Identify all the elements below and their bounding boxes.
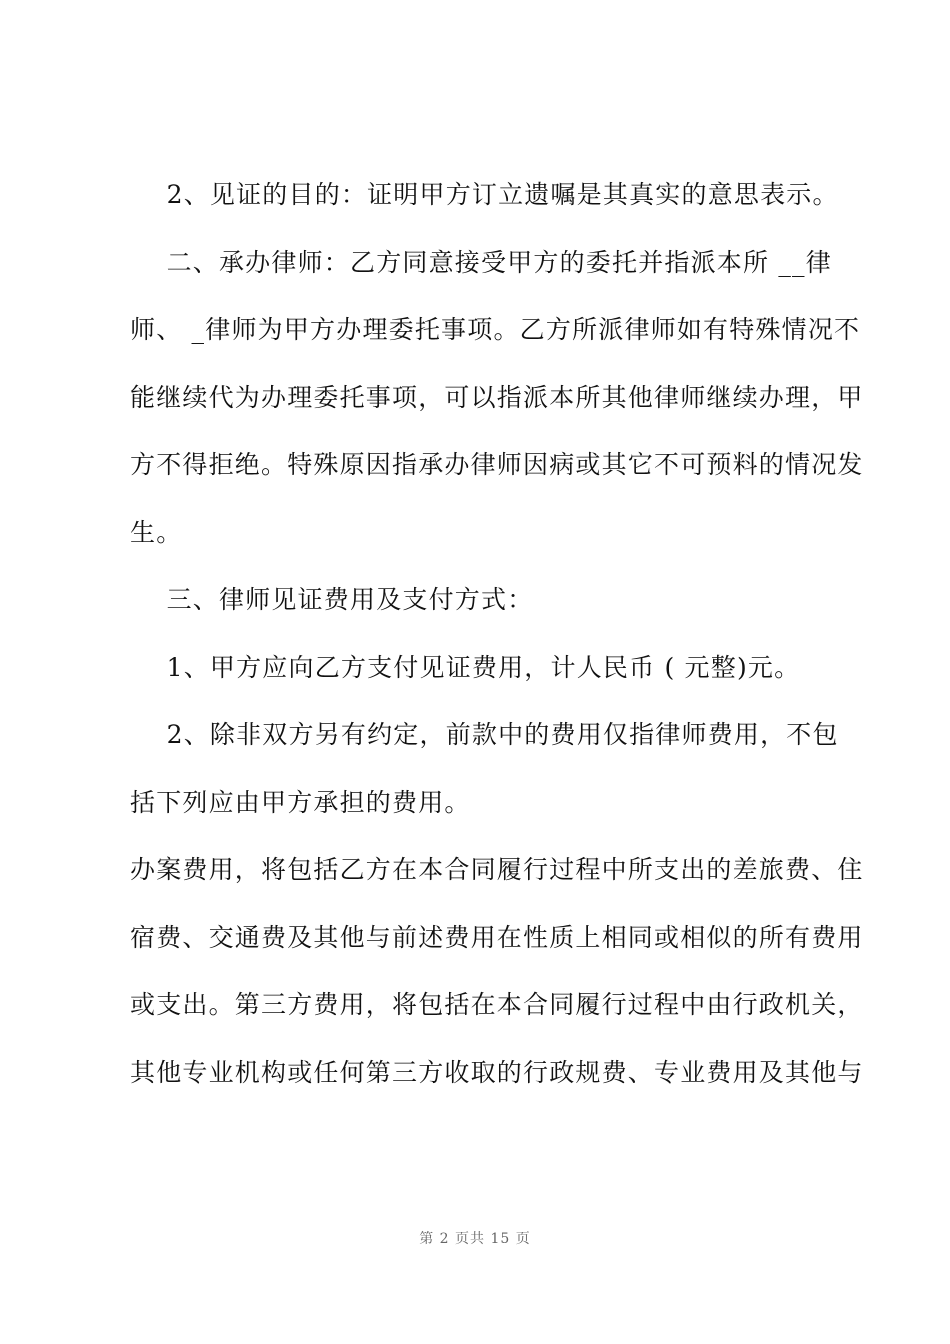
page-number-footer: 第 2 页共 15 页 bbox=[419, 1231, 531, 1247]
text-line: 生。 bbox=[130, 517, 183, 547]
text-line: 1、甲方应向乙方支付见证费用，计人民币 ( 元整)元。 bbox=[130, 652, 801, 682]
text-line: 师、 _律师为甲方办理委托事项。乙方所派律师如有特殊情况不 bbox=[130, 315, 861, 344]
text-line: 二、承办律师：乙方同意接受甲方的委托并指派本所 __律 bbox=[130, 247, 832, 277]
text-line: 办案费用，将包括乙方在本合同履行过程中所支出的差旅费、住 bbox=[130, 855, 864, 884]
text-line: 2、见证的目的：证明甲方订立遗嘱是其真实的意思表示。 bbox=[130, 180, 839, 209]
text-line: 或支出。第三方费用，将包括在本合同履行过程中由行政机关， bbox=[130, 990, 864, 1019]
text-line: 2、除非双方另有约定，前款中的费用仅指律师费用，不包 bbox=[130, 720, 839, 749]
text-line: 能继续代为办理委托事项，可以指派本所其他律师继续办理，甲 bbox=[130, 382, 864, 412]
text-line: 方不得拒绝。特殊原因指承办律师因病或其它不可预料的情况发 bbox=[130, 450, 864, 479]
text-line: 括下列应由甲方承担的费用。 bbox=[130, 787, 471, 817]
document-body bbox=[130, 161, 864, 1106]
text-line: 其他专业机构或任何第三方收取的行政规费、专业费用及其他与 bbox=[130, 1057, 864, 1087]
text-line: 三、律师见证费用及支付方式： bbox=[130, 585, 534, 614]
text-line: 宿费、交通费及其他与前述费用在性质上相同或相似的所有费用 bbox=[130, 922, 864, 952]
